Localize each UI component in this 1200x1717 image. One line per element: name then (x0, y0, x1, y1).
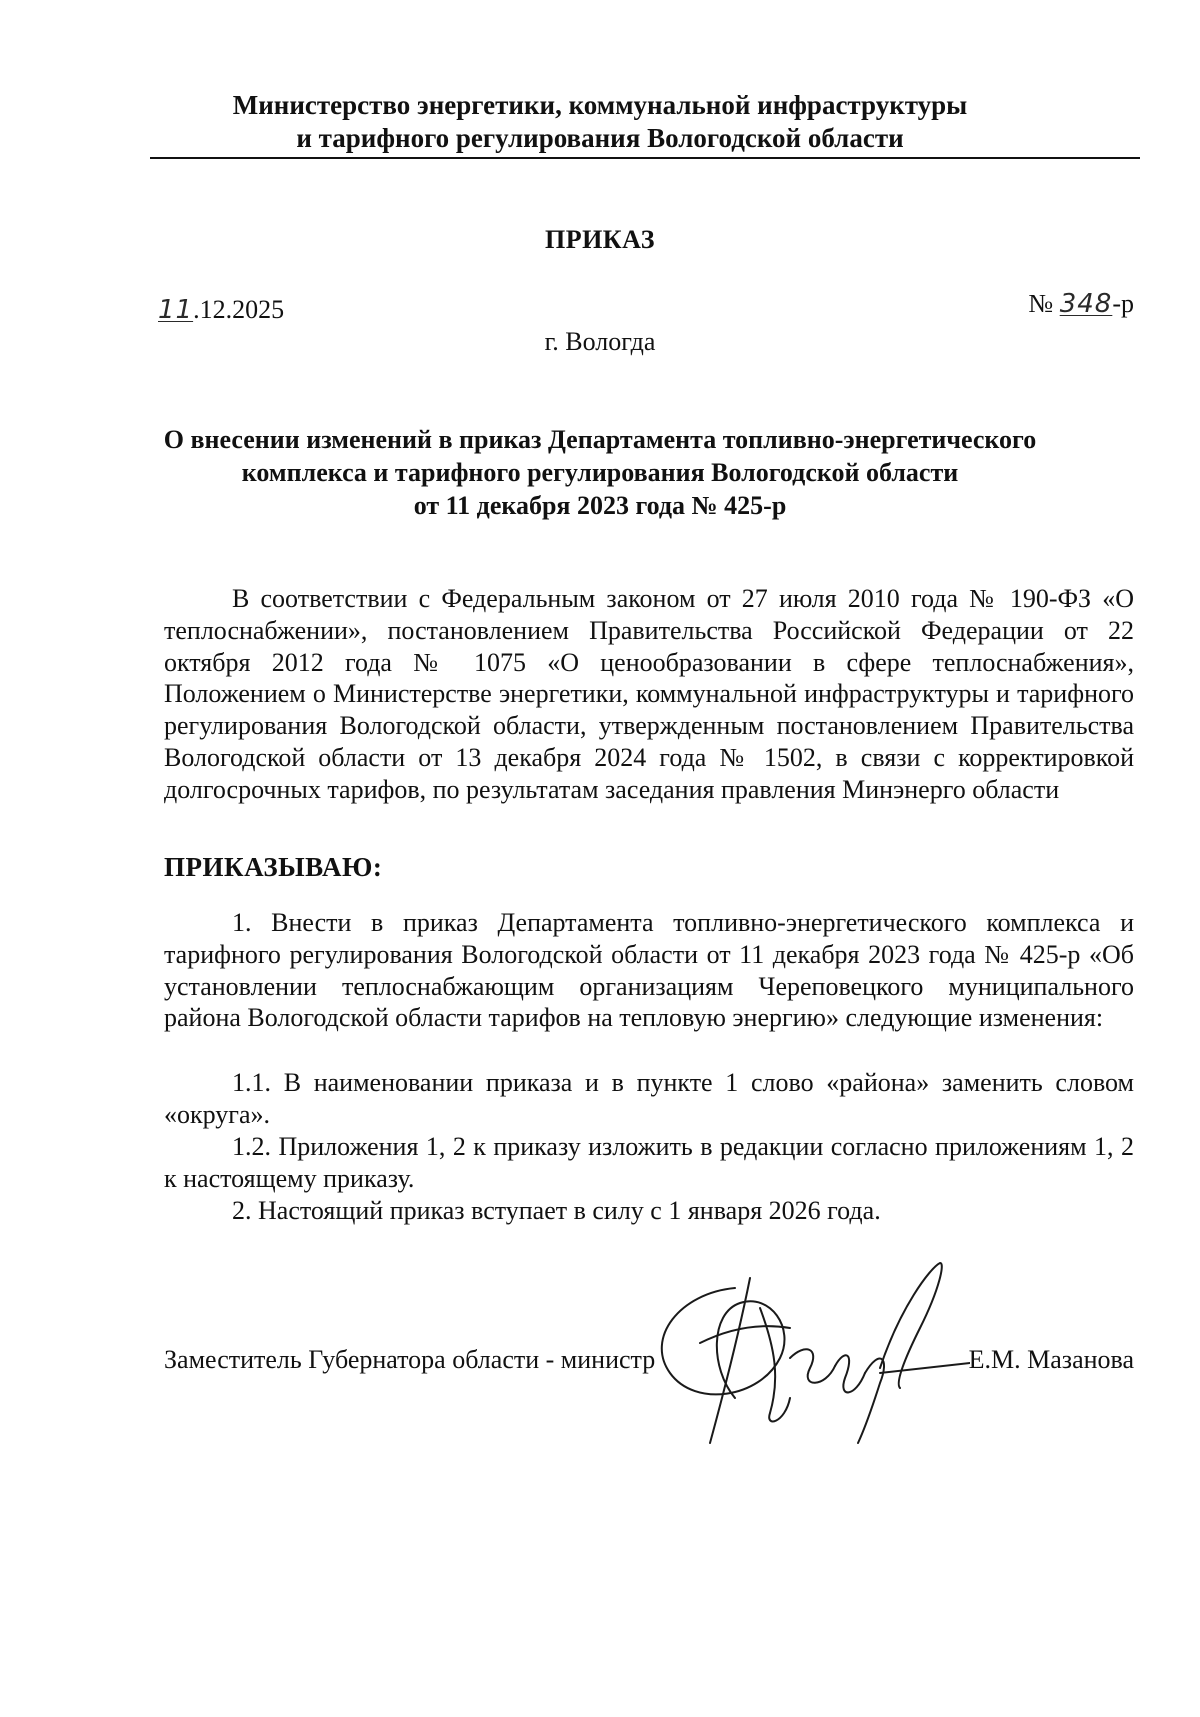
handwritten-signature-icon (640, 1248, 970, 1448)
document-title: ПРИКАЗ (544, 225, 656, 254)
ministry-name-line2: и тарифного регулирования Вологодской области (296, 123, 904, 153)
order-item-1: 1. Внести в приказ Департамента топливно-энергетического комплекса и тарифного регулирования Вологодской области от 11 декабря 2023 года № 425-р «Об установлении теплоснабжающим организациям Череповецкого муниципального района Вологодской области тарифов на тепловую энергию» следующие изменения: (164, 908, 1134, 1033)
order-item-1-1: 1.1. В наименовании приказа и в пункте 1 слово «района» заменить словом «округа». (164, 1068, 1134, 1129)
document-date (158, 294, 284, 326)
order-item-1-2: 1.2. Приложения 1, 2 к приказу изложить в редакции согласно приложениям 1, 2 к настоящему приказу. (164, 1132, 1134, 1193)
order-word: ПРИКАЗЫВАЮ: (164, 852, 383, 882)
subject-line3: от 11 декабря 2023 года № 425-р (413, 491, 787, 520)
number-prefix: № (1028, 289, 1060, 318)
document-city: г. Вологда (544, 327, 656, 356)
order-item-2: 2. Настоящий приказ вступает в силу с 1 января 2026 года. (232, 1196, 881, 1225)
subject-line1: О внесении изменений в приказ Департамента топливно-энергетического (163, 425, 1037, 454)
date-day-handwritten: 11 (158, 295, 194, 325)
date-rest: .12.2025 (193, 295, 285, 324)
subject-line2: комплекса и тарифного регулирования Вологодской области (241, 458, 959, 487)
signatory-position: Заместитель Губернатора области - министр (164, 1345, 656, 1374)
document-subject (0, 423, 1200, 522)
number-suffix: -р (1112, 289, 1134, 318)
preamble-paragraph: В соответствии с Федеральным законом от 27 июля 2010 года № 190-ФЗ «О теплоснабжении», постановлением Правительства Российской Федерации от 22 октября 2012 года № 1075 «О ценообразовании в сфере теплоснабжения», Положением о Министерстве энергетики, коммунальной инфраструктуры и тарифного регулирования Вологодской области, утвержденным постановлением Правительства Вологодской области от 13 декабря 2024 года № 1502, в связи с корректировкой долгосрочных тарифов, по результатам заседания правления Минэнерго области (164, 584, 1134, 804)
ministry-name-line1: Министерство энергетики, коммунальной инфраструктуры (232, 90, 968, 120)
number-handwritten: 348 (1059, 289, 1113, 319)
header-divider (150, 157, 1140, 159)
signatory-name: Е.М. Мазанова (968, 1345, 1134, 1374)
document-number (1028, 288, 1134, 320)
